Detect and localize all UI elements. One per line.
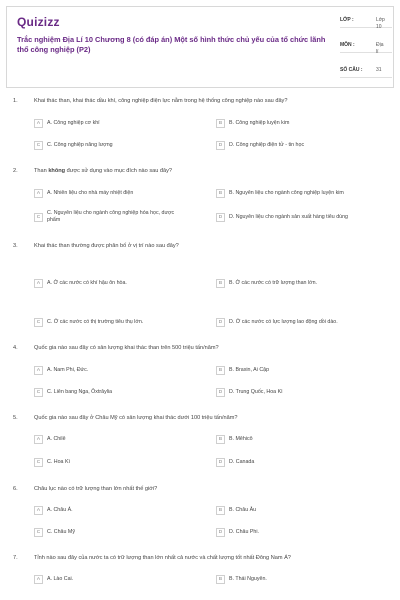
answer-option[interactable] [216, 526, 392, 539]
option-letter-box: B [216, 119, 225, 128]
option-text: D. Nguyên liệu cho ngành sản xuất hàng tiêu dùng [229, 213, 348, 220]
answer-option[interactable] [34, 316, 194, 329]
option-letter-box: C [34, 388, 43, 397]
option-text: B. Nguyên liệu cho ngành công nghiệp luyện kim [229, 190, 344, 196]
option-letter-box: D [216, 213, 225, 222]
question-text-emphasis: không [48, 168, 66, 174]
answer-option[interactable] [216, 187, 392, 200]
option-letter-box: B [216, 575, 225, 584]
answer-option[interactable] [34, 364, 194, 377]
question-text-part: Than [34, 168, 49, 174]
option-letter-box: C [34, 141, 43, 150]
question-count-value: 31 [376, 67, 382, 73]
question-number: 6. [13, 486, 18, 492]
option-text: B. Mêhicô [229, 436, 253, 442]
question-number: 7. [13, 555, 18, 561]
question-text: Khai thác than thường được phân bố ở vị trí nào sau đây? [34, 243, 179, 249]
answer-option[interactable] [34, 208, 194, 226]
option-text: A. Nhiên liệu cho nhà máy nhiệt điện [47, 190, 134, 196]
quizizz-logo[interactable]: Quizizz [17, 15, 60, 29]
answer-option[interactable] [34, 117, 194, 130]
option-text: B. Braxin, Ai Cập [229, 367, 270, 373]
answer-option[interactable] [216, 456, 392, 469]
worksheet-title: Trắc nghiệm Địa Lí 10 Chương 8 (có đáp án) Một số hình thức chủ yếu của tổ chức lãnh thổ công nghiệp (P2) [17, 35, 326, 54]
question-text: Quốc gia nào sau đây ở Châu Mỹ có sản lượng khai thác dưới 100 triệu tấn/năm? [34, 415, 238, 421]
worksheet-header [6, 6, 394, 88]
option-letter-box: C [34, 528, 43, 537]
question-number: 2. [13, 168, 18, 174]
subject-label: MÔN : [340, 42, 355, 48]
subject-value-line2: lí [376, 49, 379, 55]
option-letter-box: D [216, 388, 225, 397]
option-letter-box: B [216, 279, 225, 288]
option-text: A. Nam Phi, Đức. [47, 367, 89, 373]
question-number: 4. [13, 345, 18, 351]
class-label: LỚP : [340, 17, 354, 23]
answer-option[interactable] [216, 573, 392, 586]
answer-option[interactable] [216, 277, 392, 290]
option-text: B. Công nghiệp luyện kim [229, 120, 290, 126]
option-text: A. Chilê [47, 436, 66, 442]
option-text: D. Canada [229, 459, 255, 465]
question-text: Châu lục nào có trữ lượng than lớn nhất thế giới? [34, 486, 158, 492]
answer-option[interactable] [34, 456, 194, 469]
option-letter-box: A [34, 279, 43, 288]
answer-option[interactable] [34, 277, 194, 290]
class-value-line1: Lớp [376, 17, 385, 23]
question-number: 3. [13, 243, 18, 249]
option-text: B. Châu Âu [229, 507, 257, 513]
option-letter-box: D [216, 528, 225, 537]
option-text: D. Châu Phi. [229, 529, 260, 535]
option-letter-box: D [216, 318, 225, 327]
option-text: A. Lào Cai. [47, 576, 74, 582]
option-text: C. Ở các nước có thị trường tiêu thụ lớn. [47, 319, 144, 325]
option-text: C. Liên bang Nga, Ôxtrâylia [47, 389, 113, 395]
answer-option[interactable] [34, 504, 194, 517]
answer-option[interactable] [216, 117, 392, 130]
answer-option[interactable] [34, 433, 194, 446]
question-text: Quốc gia nào sau đây có sản lượng khai thác than trên 500 triệu tấn/năm? [34, 345, 219, 351]
answer-option[interactable] [216, 139, 392, 152]
option-text: D. Công nghiệp điện tử - tin học [229, 142, 305, 148]
option-letter-box: A [34, 506, 43, 515]
option-letter-box: A [34, 366, 43, 375]
option-text: D. Trung Quốc, Hoa Kì [229, 389, 283, 395]
option-text: C. Nguyên liệu cho ngành công nghiệp hóa học, dược phẩm [47, 210, 175, 223]
meta-values [371, 17, 397, 77]
answer-option[interactable] [216, 364, 392, 377]
option-text: A. Công nghiệp cơ khí [47, 120, 100, 126]
option-text: C. Châu Mỹ [47, 529, 75, 535]
option-text: A. Châu Á. [47, 507, 73, 513]
question-text: Khai thác than, khai thác dầu khí, công nghiệp điện lực nằm trong hệ thống công nghiệp nào sau đây? [34, 98, 288, 104]
option-letter-box: A [34, 575, 43, 584]
answer-option[interactable] [216, 386, 392, 399]
option-text: C. Hoa Kì [47, 459, 70, 465]
answer-option[interactable] [34, 526, 194, 539]
option-letter-box: B [216, 435, 225, 444]
question-text: Tỉnh nào sau đây của nước ta có trữ lượng than lớn nhất cả nước và chất lượng tốt nhất Đông Nam Á? [34, 555, 291, 561]
option-letter-box: C [34, 318, 43, 327]
answer-option[interactable] [34, 187, 194, 200]
option-letter-box: C [34, 458, 43, 467]
answer-option[interactable] [216, 504, 392, 517]
option-text: D. Ở các nước có lực lượng lao động dồi dào. [229, 319, 338, 325]
option-letter-box: A [34, 189, 43, 198]
option-letter-box: B [216, 366, 225, 375]
question-number: 1. [13, 98, 18, 104]
answer-option[interactable] [34, 386, 194, 399]
question-text [34, 168, 384, 174]
option-letter-box: B [216, 189, 225, 198]
class-value-line2: 10 [376, 24, 382, 30]
option-text: A. Ở các nước có khí hậu ôn hòa. [47, 280, 127, 286]
question-number: 5. [13, 415, 18, 421]
option-text: C. Công nghiệp năng lượng [47, 142, 113, 148]
option-letter-box: D [216, 458, 225, 467]
option-text: B. Ở các nước có trữ lượng than lớn. [229, 280, 318, 286]
answer-option[interactable] [216, 316, 392, 329]
question-text-part: được sử dụng vào mục đích nào sau đây? [65, 168, 173, 174]
answer-option[interactable] [216, 433, 392, 446]
option-letter-box: D [216, 141, 225, 150]
option-letter-box: B [216, 506, 225, 515]
option-letter-box: A [34, 119, 43, 128]
subject-value-line1: Địa [376, 42, 384, 48]
option-letter-box: A [34, 435, 43, 444]
question-count-label: SỐ CÂU : [340, 67, 363, 73]
option-text: B. Thái Nguyên. [229, 576, 267, 582]
answer-option[interactable] [34, 139, 194, 152]
option-letter-box: C [34, 213, 43, 222]
answer-option[interactable] [34, 573, 194, 586]
meta-divider [340, 77, 392, 78]
answer-option[interactable] [216, 208, 392, 226]
